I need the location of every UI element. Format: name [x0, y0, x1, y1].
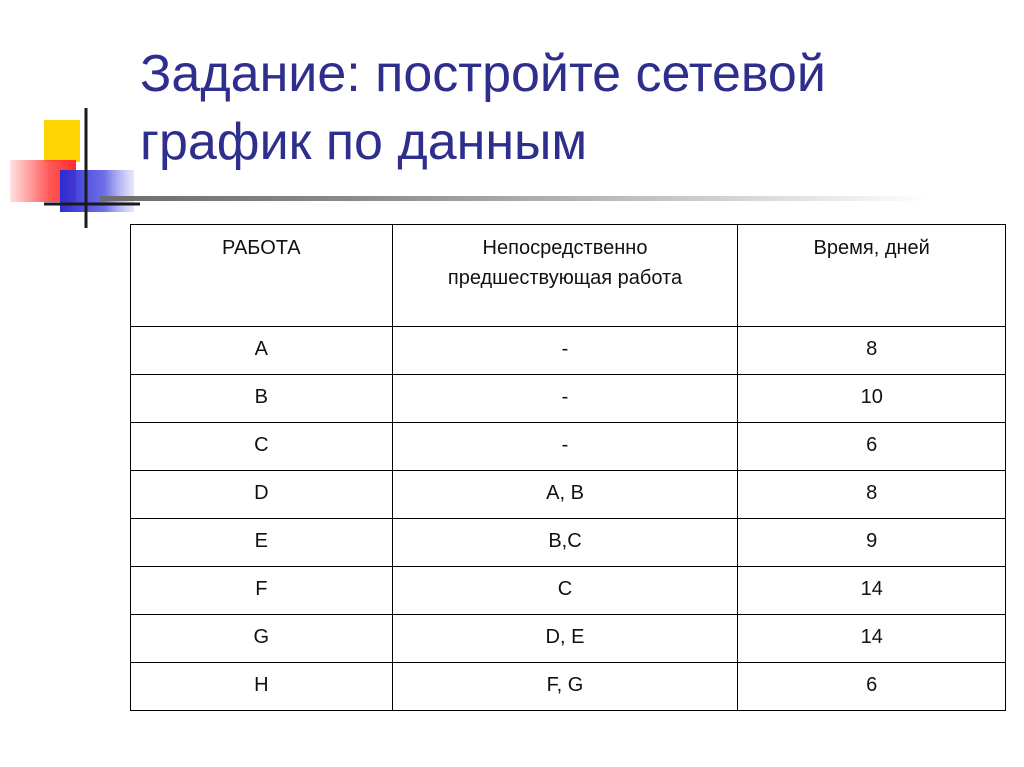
table-row [131, 663, 1006, 711]
cell-work: A [131, 327, 393, 375]
cell-time: 8 [738, 327, 1006, 375]
cell-predecessor: - [392, 423, 738, 471]
cell-time: 10 [738, 375, 1006, 423]
cell-time: 9 [738, 519, 1006, 567]
work-table [130, 224, 1006, 711]
cell-predecessor: - [392, 327, 738, 375]
cell-predecessor: C [392, 567, 738, 615]
corner-decoration [0, 0, 140, 240]
cell-time: 6 [738, 423, 1006, 471]
table-row [131, 615, 1006, 663]
cell-work: G [131, 615, 393, 663]
cell-work: C [131, 423, 393, 471]
yellow-square [44, 120, 80, 162]
table-row [131, 327, 1006, 375]
title-line-2: график по данным [140, 113, 588, 171]
cell-work: E [131, 519, 393, 567]
table-row [131, 375, 1006, 423]
slide-title [140, 40, 1000, 176]
cell-time: 6 [738, 663, 1006, 711]
header-work: РАБОТА [131, 225, 393, 327]
cell-work: B [131, 375, 393, 423]
cell-time: 14 [738, 615, 1006, 663]
title-line-1: Задание: постройте сетевой [140, 45, 826, 103]
cell-predecessor: A, B [392, 471, 738, 519]
table-header-row [131, 225, 1006, 327]
cell-work: F [131, 567, 393, 615]
cell-predecessor: F, G [392, 663, 738, 711]
table-row [131, 471, 1006, 519]
cell-predecessor: D, E [392, 615, 738, 663]
blue-square [60, 170, 134, 212]
table-row [131, 519, 1006, 567]
header-predecessor [392, 225, 738, 327]
cell-predecessor: - [392, 375, 738, 423]
title-underline [100, 196, 930, 201]
header-predecessor-text: Непосредственно предшествующая работа [447, 237, 683, 289]
cell-predecessor: B,C [392, 519, 738, 567]
table-row [131, 567, 1006, 615]
cell-work: D [131, 471, 393, 519]
cell-work: H [131, 663, 393, 711]
header-time: Время, дней [738, 225, 1006, 327]
table-row [131, 423, 1006, 471]
cell-time: 14 [738, 567, 1006, 615]
cell-time: 8 [738, 471, 1006, 519]
